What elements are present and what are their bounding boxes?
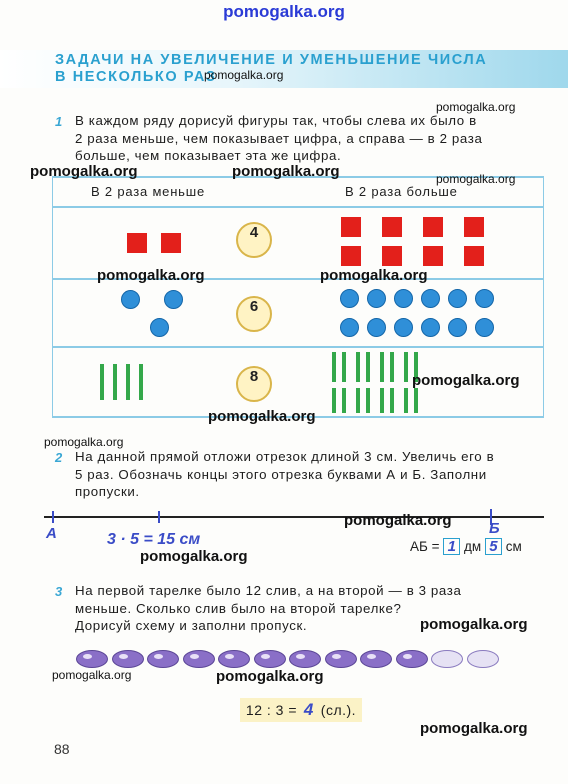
watermark: pomogalka.org [30,163,138,180]
header-more: В 2 раза больше [345,184,458,199]
red-square [382,246,402,266]
number-circle: 6 [236,296,272,332]
number-circle: 4 [236,222,272,258]
blue-circle [367,289,386,308]
equation [240,698,362,722]
point-b-label: Б [489,520,500,537]
task-1-line: В каждом ряду дорисуй фигуры так, чтобы слева их было в [75,113,477,128]
watermark: pomogalka.org [320,267,428,284]
equation-left: 12 : 3 = [245,702,298,718]
green-stick [332,388,336,413]
watermark: pomogalka.org [344,512,452,529]
task-3-text [75,582,461,635]
green-stick [113,364,117,400]
answer-box-cm: 5 [485,538,502,555]
green-stick [380,388,384,413]
dm-unit: дм [464,539,482,554]
blue-circle [121,290,140,309]
red-square [423,217,443,237]
blue-circle [150,318,169,337]
ab-length [410,538,522,555]
empty-plum [467,650,499,668]
watermark: pomogalka.org [208,408,316,425]
watermark: pomogalka.org [412,372,520,389]
watermark: pomogalka.org [436,172,516,186]
ab-label: АБ = [410,539,440,554]
green-stick [356,388,360,413]
blue-circle [340,318,359,337]
watermark: pomogalka.org [140,548,248,565]
task-1-number: 1 [55,114,63,129]
blue-circle [448,318,467,337]
green-stick [342,352,346,382]
green-stick [366,388,370,413]
green-stick [404,352,408,382]
plum [289,650,321,668]
task-3-number: 3 [55,584,63,599]
red-square [127,233,147,253]
task-2-number: 2 [55,450,63,465]
plum [183,650,215,668]
green-stick [356,352,360,382]
watermark: pomogalka.org [52,668,132,682]
red-square [341,246,361,266]
green-stick [100,364,104,400]
plum [254,650,286,668]
title-line-2: В НЕСКОЛЬКО РАЗ [55,69,217,85]
task-1-line: больше, чем показывает эта же цифра. [75,148,342,163]
watermark: pomogalka.org [216,668,324,685]
watermark: pomogalka.org [420,616,528,633]
watermark: pomogalka.org [97,267,205,284]
green-stick [332,352,336,382]
task-3-line: Дорисуй схему и заполни пропуск. [75,618,308,633]
red-square [423,246,443,266]
blue-circle [448,289,467,308]
cm-unit: см [505,539,522,554]
blue-circle [421,289,440,308]
empty-plum [431,650,463,668]
table-divider [53,346,543,348]
number-line [44,516,544,518]
answer-box-dm: 1 [443,538,460,555]
plum [76,650,108,668]
green-stick [414,388,418,413]
task-2-line: пропуски. [75,484,140,499]
red-square [341,217,361,237]
equation-answer: 4 [303,700,314,719]
green-stick [342,388,346,413]
plum [396,650,428,668]
blue-circle [394,318,413,337]
plum [147,650,179,668]
green-stick [390,352,394,382]
blue-circle [367,318,386,337]
number-circle: 8 [236,366,272,402]
blue-circle [394,289,413,308]
watermark: pomogalka.org [436,100,516,114]
blue-circle [164,290,183,309]
watermark: pomogalka.org [420,720,528,737]
green-stick [404,388,408,413]
watermark: pomogalka.org [44,435,124,449]
red-square [464,217,484,237]
green-stick [139,364,143,400]
plum [325,650,357,668]
plum [112,650,144,668]
header-less: В 2 раза меньше [91,184,206,199]
watermark: pomogalka.org [204,68,284,82]
blue-circle [475,318,494,337]
blue-circle [340,289,359,308]
page-number: 88 [54,741,70,757]
red-square [464,246,484,266]
plum [360,650,392,668]
calculation: 3 · 5 = 15 см [107,531,201,548]
red-square [161,233,181,253]
task-1-text [75,112,482,165]
red-square [382,217,402,237]
task-3-line: На первой тарелке было 12 слив, а на второй — в 3 раза [75,583,462,598]
title-line-1: ЗАДАЧИ НА УВЕЛИЧЕНИЕ И УМЕНЬШЕНИЕ ЧИСЛА [55,52,488,68]
blue-circle [475,289,494,308]
watermark-top: pomogalka.org [223,2,345,21]
task-2-text [75,448,494,501]
watermark: pomogalka.org [232,163,340,180]
green-stick [390,388,394,413]
task-1-line: 2 раза меньше, чем показывает цифра, а справа — в 2 раза [75,130,483,146]
table-divider [53,206,543,208]
green-stick [366,352,370,382]
tick-3cm [158,511,160,523]
green-stick [126,364,130,400]
task-2-line: На данной прямой отложи отрезок длиной 3 см. Увеличь его в [75,449,495,464]
point-a-label: А [46,525,57,542]
tick-a [52,511,54,523]
blue-circle [421,318,440,337]
task-3-line: меньше. Сколько слив было на второй тарелке? [75,600,402,616]
green-stick [380,352,384,382]
plum [218,650,250,668]
task-2-line: 5 раз. Обозначь концы этого отрезка буквами А и Б. Заполни [75,466,487,482]
equation-unit: (сл.). [320,702,357,718]
